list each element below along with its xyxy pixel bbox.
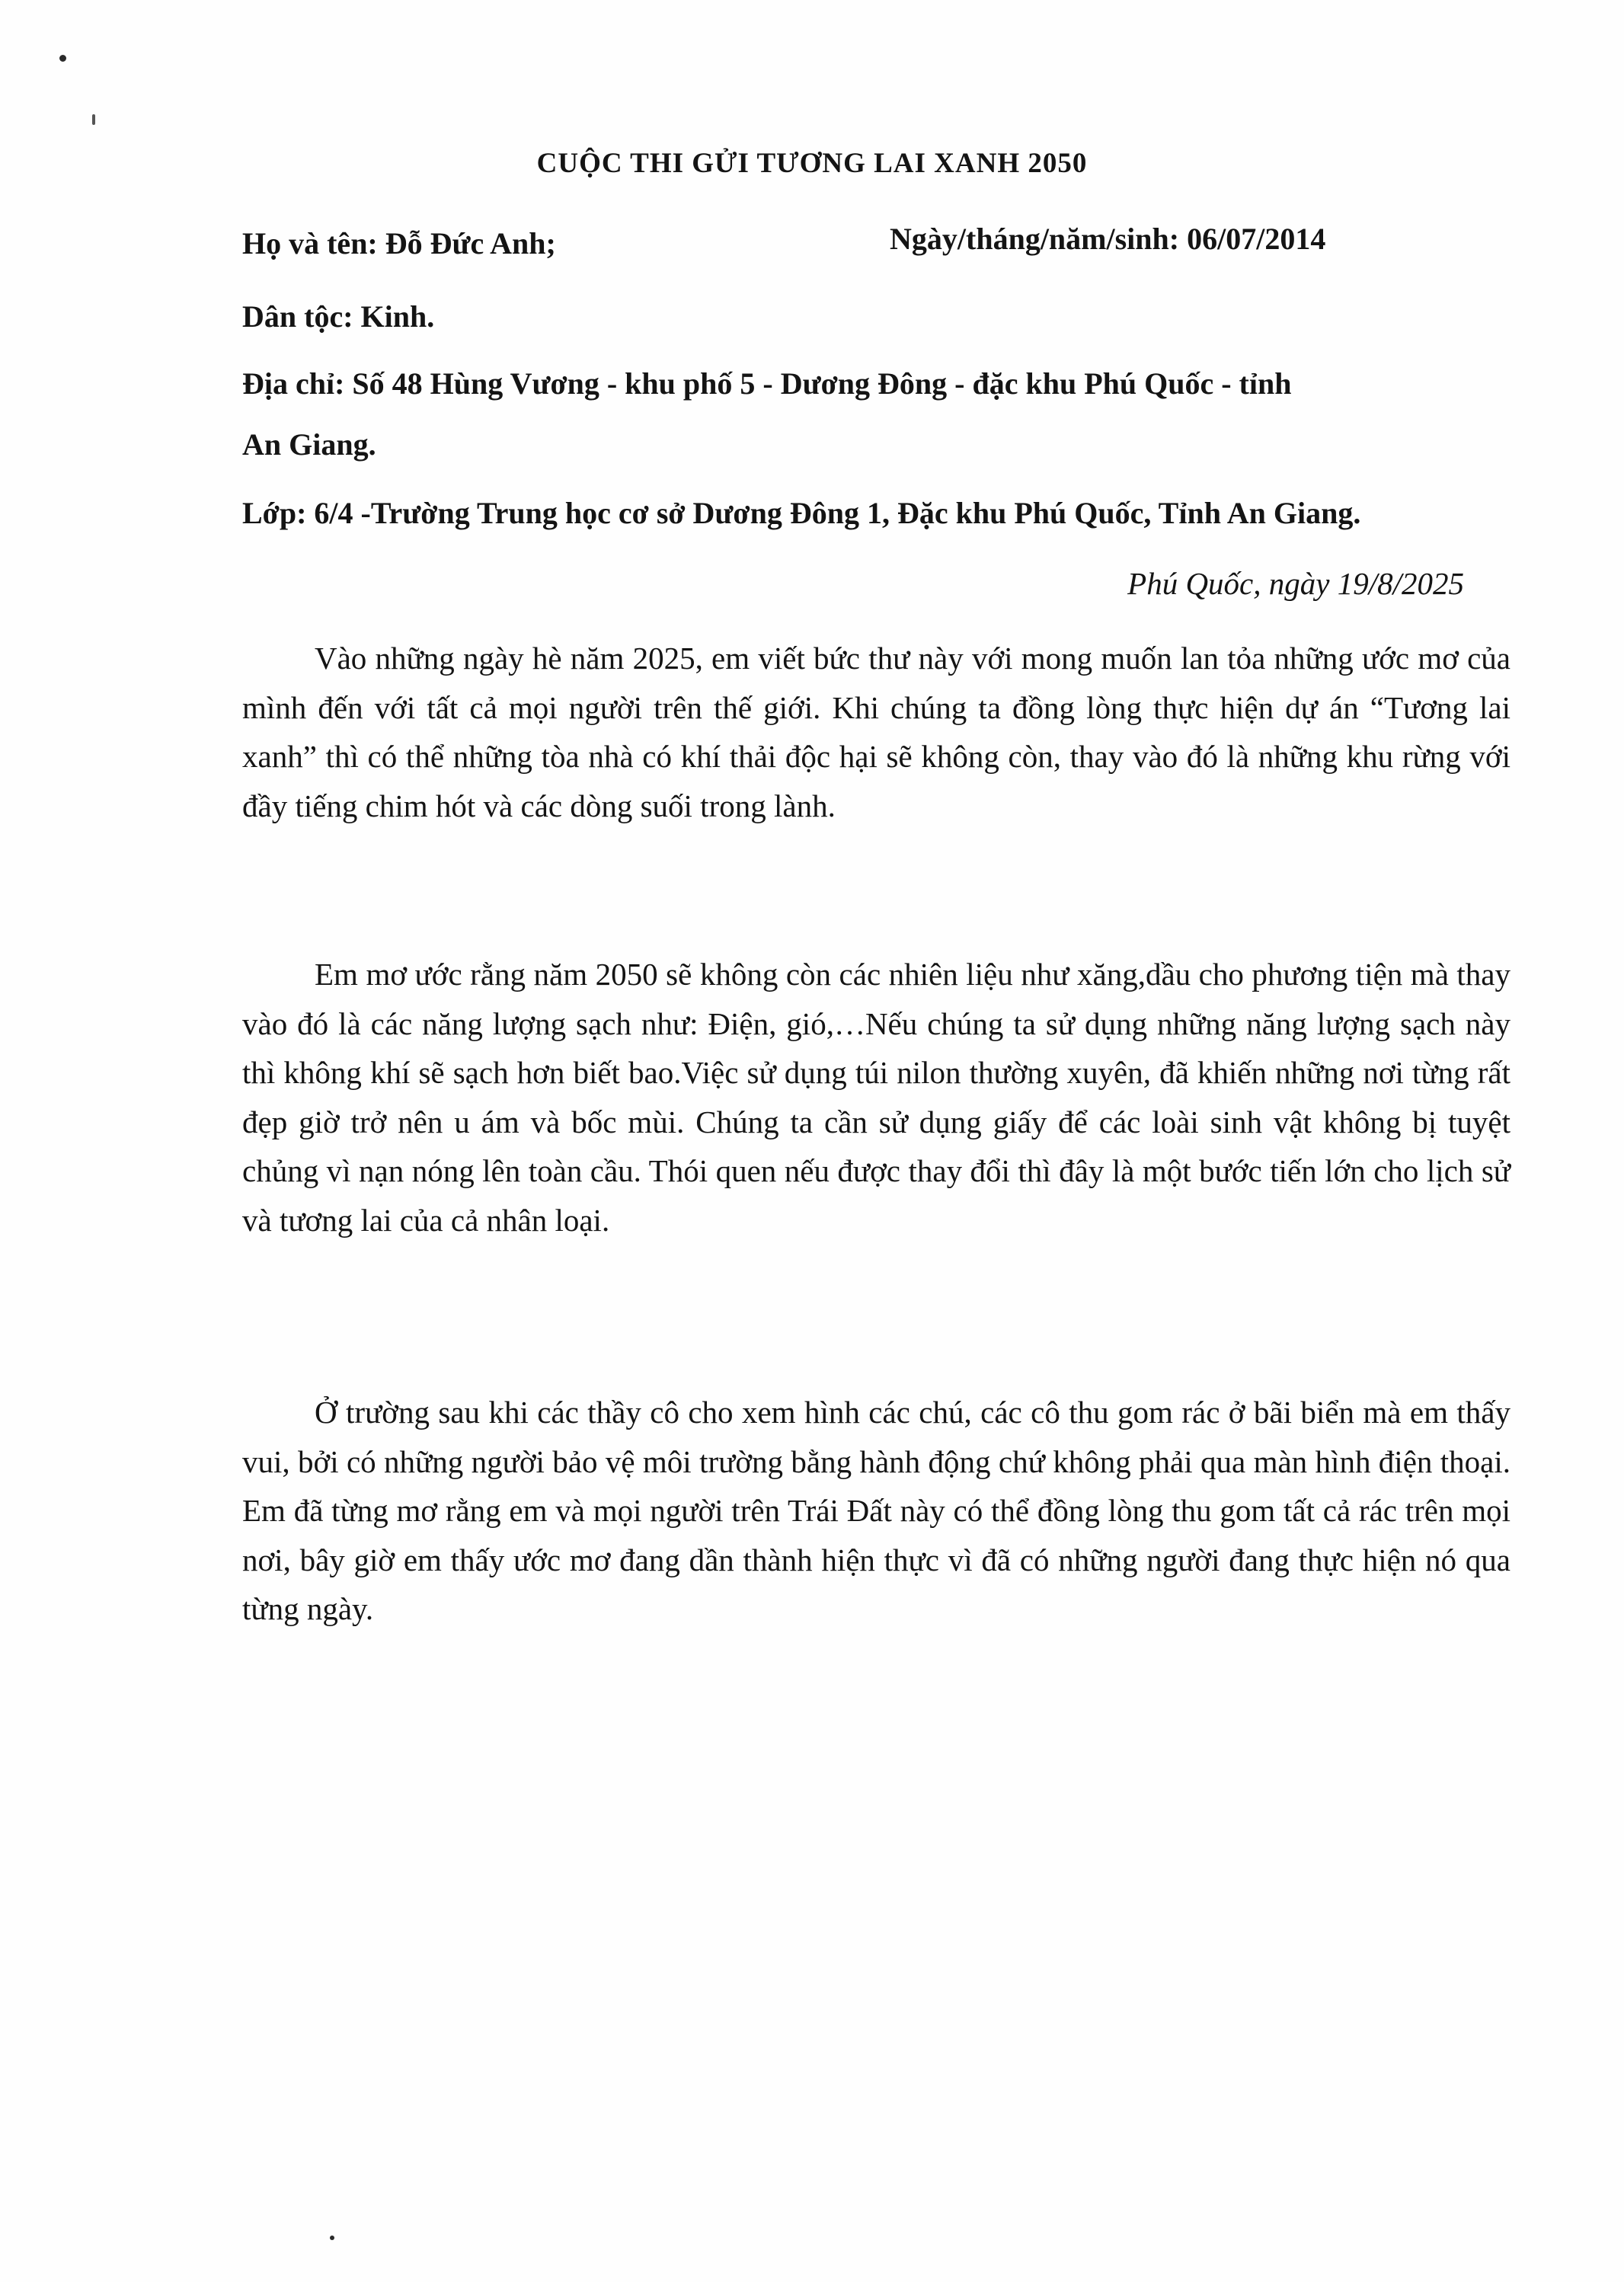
student-name: Họ và tên: Đỗ Đức Anh; xyxy=(242,226,556,260)
paragraph-1: Vào những ngày hè năm 2025, em viết bức thư này với mong muốn lan tỏa những ước mơ của mình đến với tất cả mọi người trên thế giới. Khi chúng ta đồng lòng thực hiện dự án “Tương lai xanh” thì có thể những tòa nhà có khí thải độc hại sẽ không còn, thay vào đó là những khu rừng với đầy tiếng chim hót và các dòng suối trong lành. xyxy=(242,641,1511,823)
date-of-birth: Ngày/tháng/năm/sinh: 06/07/2014 xyxy=(890,222,1326,256)
paragraph-3: Ở trường sau khi các thầy cô cho xem hình các chú, các cô thu gom rác ở bãi biển mà em thấy vui, bởi có những người bảo vệ môi trường bằng hành động chứ không phải qua màn hình điện thoại. Em đã từng mơ rằng em và mọi người trên Trái Đất này có thể đồng lòng thu gom tất cả rác trên mọi nơi, bây giờ em thấy ước mơ đang dần thành hiện thực vì đã có những người đang thực hiện nó qua từng ngày. xyxy=(242,1395,1511,1626)
address-line-1: Địa chỉ: Số 48 Hùng Vương - khu phố 5 - Dương Đông - đặc khu Phú Quốc - tỉnh xyxy=(242,366,1292,401)
paragraph-2: Em mơ ước rằng năm 2050 sẽ không còn các nhiên liệu như xăng,dầu cho phương tiện mà thay vào đó là các năng lượng sạch như: Điện, gió,…Nếu chúng ta sử dụng những năng lượng sạch này thì không khí sẽ sạch hơn biết bao.Việc sử dụng túi nilon thường xuyên, đã khiến những nơi từng rất đẹp giờ trở nên u ám và bốc mùi. Chúng ta cần sử dụng giấy để các loài sinh vật không bị tuyệt chủng vì nạn nóng lên toàn cầu. Thói quen nếu được thay đổi thì đây là một bước tiến lớn cho lịch sử và tương lai của cả nhân loại. xyxy=(242,957,1511,1238)
address-line-2: An Giang. xyxy=(242,427,376,462)
letter-date: Phú Quốc, ngày 19/8/2025 xyxy=(1127,566,1464,601)
scan-speck xyxy=(59,55,66,62)
class-school: Lớp: 6/4 -Trường Trung học cơ sở Dương Đông 1, Đặc khu Phú Quốc, Tỉnh An Giang. xyxy=(242,496,1361,530)
scan-speck xyxy=(92,114,95,125)
document-title: CUỘC THI GỬI TƯƠNG LAI XANH 2050 xyxy=(536,148,1088,179)
ethnicity: Dân tộc: Kinh. xyxy=(242,299,435,334)
scan-speck xyxy=(330,2236,334,2240)
